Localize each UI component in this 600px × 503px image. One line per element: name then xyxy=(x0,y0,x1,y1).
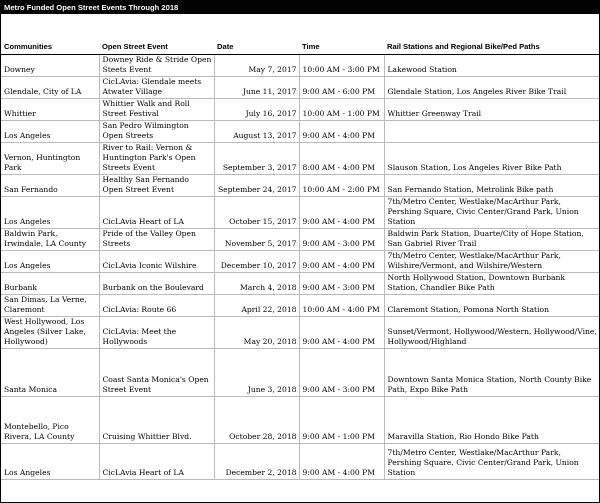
cell-time: 9:00 AM - 1:00 PM xyxy=(299,396,384,443)
cell-date: July 16, 2017 xyxy=(214,98,299,120)
cell-date: April 22, 2018 xyxy=(214,294,299,316)
cell-event: CicLAvia Heart of LA xyxy=(99,443,214,479)
table-row xyxy=(1,443,599,479)
cell-event: CicLAvia: Route 66 xyxy=(99,294,214,316)
cell-community: San Fernando xyxy=(1,174,99,196)
cell-stations: Slauson Station, Los Angeles River Bike Path xyxy=(384,142,599,174)
table-row xyxy=(1,120,599,142)
cell-community: Downey xyxy=(1,54,99,76)
cell-stations: Glendale Station, Los Angeles River Bike Trail xyxy=(384,76,599,98)
cell-time: 9:00 AM - 3:00 PM xyxy=(299,348,384,396)
cell-stations: North Hollywood Station, Downtown Burbank Station, Chandler Bike Path xyxy=(384,272,599,294)
events-table xyxy=(1,14,599,480)
table-row xyxy=(1,98,599,120)
cell-date: November 5, 2017 xyxy=(214,228,299,250)
cell-event: Whittier Walk and Roll Street Festival xyxy=(99,98,214,120)
header-row xyxy=(1,14,599,54)
cell-event: CicLAvia: Meet the Hollywoods xyxy=(99,316,214,348)
cell-time: 9:00 AM - 4:00 PM xyxy=(299,196,384,228)
cell-community: Santa Monica xyxy=(1,348,99,396)
cell-community: San Dimas, La Verne, Claremont xyxy=(1,294,99,316)
cell-stations: 7th/Metro Center, Westlake/MacArthur Park, Pershing Square, Civic Center/Grand Park, Union Station xyxy=(384,196,599,228)
cell-stations: San Fernando Station, Metrolink Bike path xyxy=(384,174,599,196)
table-row xyxy=(1,272,599,294)
cell-stations: Sunset/Vermont, Hollywood/Western, Hollywood/Vine, Hollywood/Highland xyxy=(384,316,599,348)
cell-community: Los Angeles xyxy=(1,120,99,142)
cell-community: West Hollywood, Los Angeles (Silver Lake, Hollywood) xyxy=(1,316,99,348)
cell-community: Los Angeles xyxy=(1,443,99,479)
cell-stations: 7th/Metro Center, Westlake/MacArthur Park, Pershing Square, Civic Center/Grand Park, Union Station xyxy=(384,443,599,479)
table-row xyxy=(1,316,599,348)
table-row xyxy=(1,396,599,443)
cell-time: 10:00 AM - 3:00 PM xyxy=(299,54,384,76)
cell-event: Burbank on the Boulevard xyxy=(99,272,214,294)
cell-time: 9:00 AM - 4:00 PM xyxy=(299,120,384,142)
table-row xyxy=(1,174,599,196)
cell-date: December 2, 2018 xyxy=(214,443,299,479)
cell-date: June 11, 2017 xyxy=(214,76,299,98)
cell-date: October 28, 2018 xyxy=(214,396,299,443)
cell-stations: Maravilla Station, Rio Hondo Bike Path xyxy=(384,396,599,443)
cell-date: March 4, 2018 xyxy=(214,272,299,294)
cell-time: 10:00 AM - 2:00 PM xyxy=(299,174,384,196)
header-communities: Communities xyxy=(1,14,99,54)
cell-community: Burbank xyxy=(1,272,99,294)
cell-date: September 3, 2017 xyxy=(214,142,299,174)
cell-community: Los Angeles xyxy=(1,250,99,272)
cell-event: River to Rail: Vernon & Huntington Park's Open Streets Event xyxy=(99,142,214,174)
header-stations: Rail Stations and Regional Bike/Ped Paths xyxy=(384,14,599,54)
cell-stations: Baldwin Park Station, Duarte/City of Hope Station, San Gabriel River Trail xyxy=(384,228,599,250)
cell-community: Vernon, Huntington Park xyxy=(1,142,99,174)
cell-event: Cruising Whittier Blvd. xyxy=(99,396,214,443)
cell-stations: Lakewood Station xyxy=(384,54,599,76)
table-row xyxy=(1,228,599,250)
cell-date: May 20, 2018 xyxy=(214,316,299,348)
table-row xyxy=(1,196,599,228)
cell-date: October 15, 2017 xyxy=(214,196,299,228)
cell-date: August 13, 2017 xyxy=(214,120,299,142)
table-row xyxy=(1,348,599,396)
cell-community: Glendale, City of LA xyxy=(1,76,99,98)
cell-stations: 7th/Metro Center, Westlake/MacArthur Park, Wilshire/Vermont, and Wilshire/Western xyxy=(384,250,599,272)
cell-stations: Claremont Station, Pomona North Station xyxy=(384,294,599,316)
cell-stations: Whittier Greenway Trail xyxy=(384,98,599,120)
header-time: Time xyxy=(299,14,384,54)
cell-event: CicLAvia Heart of LA xyxy=(99,196,214,228)
cell-time: 9:00 AM - 6:00 PM xyxy=(299,76,384,98)
cell-date: December 10, 2017 xyxy=(214,250,299,272)
cell-time: 9:00 AM - 4:00 PM xyxy=(299,250,384,272)
cell-time: 9:00 AM - 4:00 PM xyxy=(299,443,384,479)
cell-event: CicLAvia Iconic Wilshire xyxy=(99,250,214,272)
cell-time: 10:00 AM - 4:00 PM xyxy=(299,294,384,316)
cell-event: Pride of the Valley Open Streets xyxy=(99,228,214,250)
cell-date: May 7, 2017 xyxy=(214,54,299,76)
cell-time: 9:00 AM - 4:00 PM xyxy=(299,316,384,348)
cell-stations: Downtown Santa Monica Station, North County Bike Path, Expo Bike Path xyxy=(384,348,599,396)
cell-community: Baldwin Park, Irwindale, LA County xyxy=(1,228,99,250)
cell-time: 9:00 AM - 3:00 PM xyxy=(299,272,384,294)
table-row xyxy=(1,294,599,316)
table-row xyxy=(1,250,599,272)
cell-date: June 3, 2018 xyxy=(214,348,299,396)
cell-event: CicLAvia: Glendale meets Atwater Village xyxy=(99,76,214,98)
cell-community: Whittier xyxy=(1,98,99,120)
table-row xyxy=(1,142,599,174)
cell-time: 9:00 AM - 3:00 PM xyxy=(299,228,384,250)
cell-time: 10:00 AM - 1:00 PM xyxy=(299,98,384,120)
cell-event: Coast Santa Monica's Open Street Event xyxy=(99,348,214,396)
header-date: Date xyxy=(214,14,299,54)
table-row xyxy=(1,54,599,76)
sheet-title: Metro Funded Open Street Events Through 2018 xyxy=(1,1,599,14)
cell-event: Healthy San Fernando Open Street Event xyxy=(99,174,214,196)
cell-stations xyxy=(384,120,599,142)
cell-community: Montebello, Pico Rivera, LA County xyxy=(1,396,99,443)
cell-time: 8:00 AM - 4:00 PM xyxy=(299,142,384,174)
table-row xyxy=(1,76,599,98)
cell-date: September 24, 2017 xyxy=(214,174,299,196)
cell-event: Downey Ride & Stride Open Steets Event xyxy=(99,54,214,76)
header-open-street-event: Open Street Event xyxy=(99,14,214,54)
cell-event: San Pedro Wilmington Open Streets xyxy=(99,120,214,142)
cell-community: Los Angeles xyxy=(1,196,99,228)
